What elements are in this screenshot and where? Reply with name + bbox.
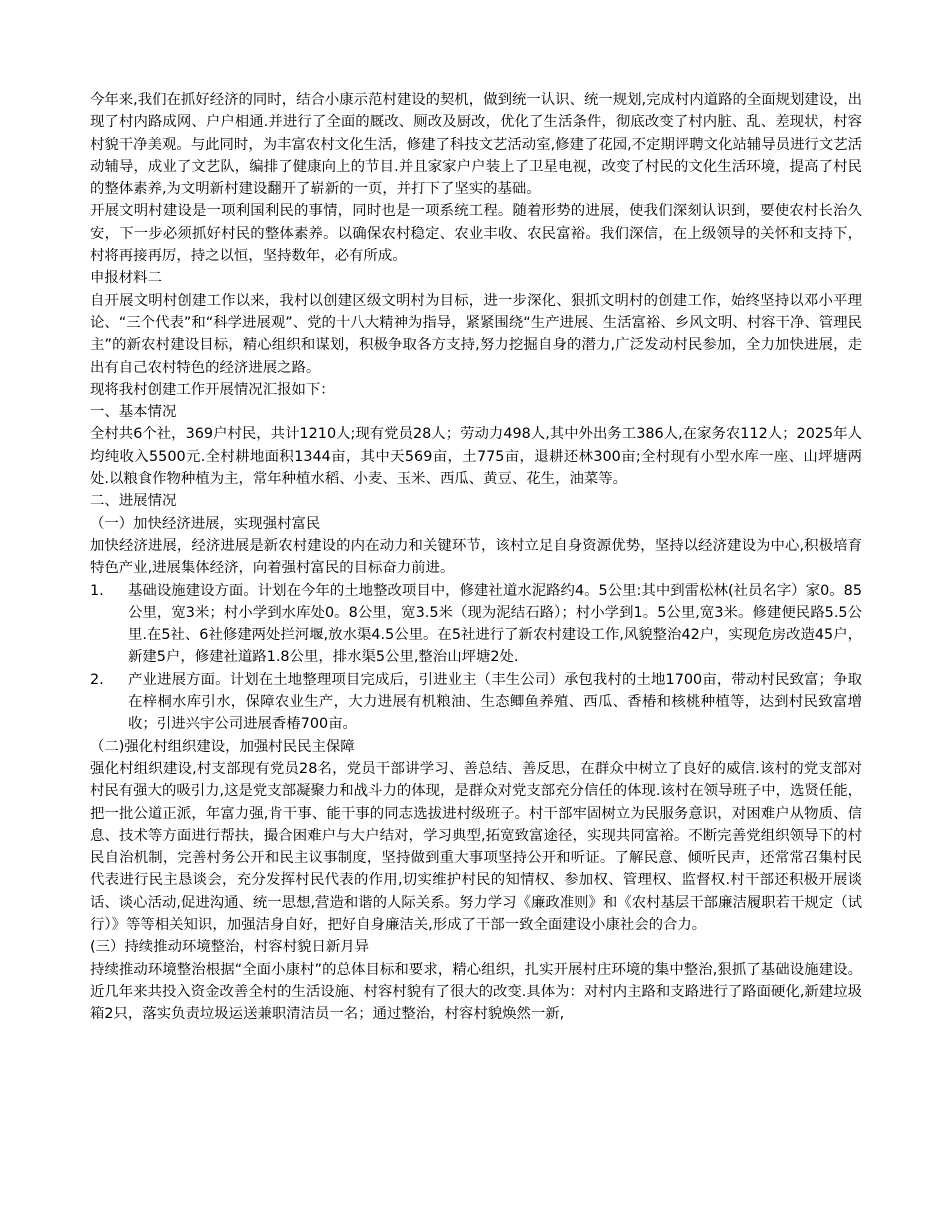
subheading-economy: （一）加快经济进展，实现强村富民 <box>90 515 321 532</box>
paragraph-environment: 持续推动环境整治根据“全面小康村”的总体目标和要求，精心组织，扎实开展村庄环境的集中整治,狠抓了基础设施建设。近几年来共投入资金改善全村的生活设施、村容村貌有了很大的改变.具体为：对村内主路和支路进行了路面硬化,新建垃圾箱2只，落实负责垃圾运送兼职清洁员一名；通过整治，村容村貌焕然一新, <box>90 961 862 1023</box>
paragraph-since-start: 自开展文明村创建工作以来，我村以创建区级文明村为目标，进一步深化、狠抓文明村的创建工作，始终坚持以邓小平理论、“三个代表”和“科学进展观”、党的十八大精神为指导，紧紧围绕“生产进展、生活富裕、乡风文明、村容干净、管理民主”的新农村建设目标，精心组织和谋划，积极争取各方支持,努力挖掘自身的潜力,广泛发动村民参加，全力加快进展，走出有自己农村特色的经济进展之路。 <box>90 292 862 376</box>
list-text: 产业进展方面。计划在土地整理项目完成后，引进业主（丰生公司）承包我村的土地1700亩，带动村民致富；争取在梓桐水库引水，保障农业生产，大力进展有机粮油、生态鲫鱼养殖、西瓜、香椿和核桃种植等，达到村民致富增收；引进兴宇公司进展香椿700亩。 <box>128 671 862 733</box>
list-number: 1. <box>90 582 104 599</box>
paragraph-economy: 加快经济进展，经济进展是新农村建设的内在动力和关键环节，该村立足自身资源优势，坚持以经济建设为中心,积极培育特色产业,进展集体经济，向着强村富民的目标奋力前进。 <box>90 537 862 577</box>
list-text: 基础设施建设方面。计划在今年的土地整改项目中，修建社道水泥路约4。5公里:其中到雷松林(社员名字）家0。85公里，宽3米；村小学到水库处0。8公里，宽3.5米（现为泥结石路）；村小学到1。5公里,宽3米。修建便民路5.5公里.在5社、6社修建两处拦河堰,放水渠4.5公里。在5社进行了新农村建设工作,风貌整治42户，实现危房改造45户，新建5户，修建社道路1.8公里，排水渠5公里,整治山坪塘2处. <box>128 582 862 666</box>
subheading-organization: （二)强化村组织建设，加强村民民主保障 <box>90 738 355 755</box>
paragraph-report-intro: 现将我村创建工作开展情况汇报如下： <box>90 381 335 398</box>
paragraph-organization: 强化村组织建设,村支部现有党员28名，党员干部讲学习、善总结、善反思，在群众中树立了良好的威信.该村的党支部对村民有强大的吸引力,这是党支部凝聚力和战斗力的体现，是群众对党支部充分信任的体现.该村在领导班子中，选贤任能，把一批公道正派，年富力强,肯干事、能干事的同志选拔进村级班子。村干部牢固树立为民服务意识，对困难户从物质、信息、技术等方面进行帮扶，撮合困难户与大户结对，学习典型,拓宽致富途径，实现共同富裕。不断完善党组织领导下的村民自治机制，完善村务公开和民主议事制度，坚持做到重大事项坚持公开和听证。了解民意、倾听民声，还常常召集村民代表进行民主恳谈会，充分发挥村民代表的作用,切实维护村民的知情权、参加权、管理权、监督权.村干部还积极开展谈话、谈心活动,促进沟通、统一思想,营造和谐的人际关系。努力学习《廉政准则》和《农村基层干部廉洁履职若干规定（试行）》等等相关知识，加强洁身自好，把好自身廉洁关,形成了干部一致全面建设小康社会的合力。 <box>90 760 862 933</box>
paragraph-intro: 今年来,我们在抓好经济的同时，结合小康示范村建设的契机，做到统一认识、统一规划,完成村内道路的全面规划建设，出现了村内路成网、户户相通.并进行了全面的厩改、厕改及厨改，优化了生活条件，彻底改变了村内脏、乱、差现状，村容村貌干净美观。与此同时，为丰富农村文化生活，修建了科技文艺活动室,修建了花园,不定期评聘文化站辅导员进行文艺活动辅导，成业了文艺队，编排了健康向上的节目.并且家家户户装上了卫星电视，改变了村民的文化生活环境，提高了村民的整体素养,为文明新村建设翻开了崭新的一页，并打下了坚实的基础。 <box>90 92 862 198</box>
list-item-industry <box>90 669 862 736</box>
heading-basic-situation: 一、基本情况 <box>90 404 177 421</box>
list-number: 2. <box>90 671 104 688</box>
paragraph-civilization: 开展文明村建设是一项利国利民的事情，同时也是一项系统工程。随着形势的进展，使我们深刻认识到，要使农村长治久安，下一步必须抓好村民的整体素养。以确保农村稳定、农业丰收、农民富裕。我们深信，在上级领导的关怀和支持下，村将再接再厉，持之以恒，坚持数年，必有所成。 <box>90 203 862 265</box>
section-heading-material-two: 申报材料二 <box>90 270 162 287</box>
heading-progress: 二、进展情况 <box>90 493 177 510</box>
list-item-infrastructure <box>90 580 862 669</box>
subheading-environment: (三）持续推动环境整治，村容村貌日新月异 <box>90 939 370 956</box>
paragraph-basic-situation: 全村共6个社，369户村民，共计1210人;现有党员28人；劳动力498人,其中外出务工386人,在家务农112人；2025年人均纯收入5500元.全村耕地面积1344亩，其中天569亩，土775亩，退耕还林300亩;全村现有小型水库一座、山坪塘两处.以粮食作物种植为主，常年种植水稻、小麦、玉米、西瓜、黄豆、花生，油菜等。 <box>90 426 862 488</box>
document-page <box>90 89 862 1025</box>
